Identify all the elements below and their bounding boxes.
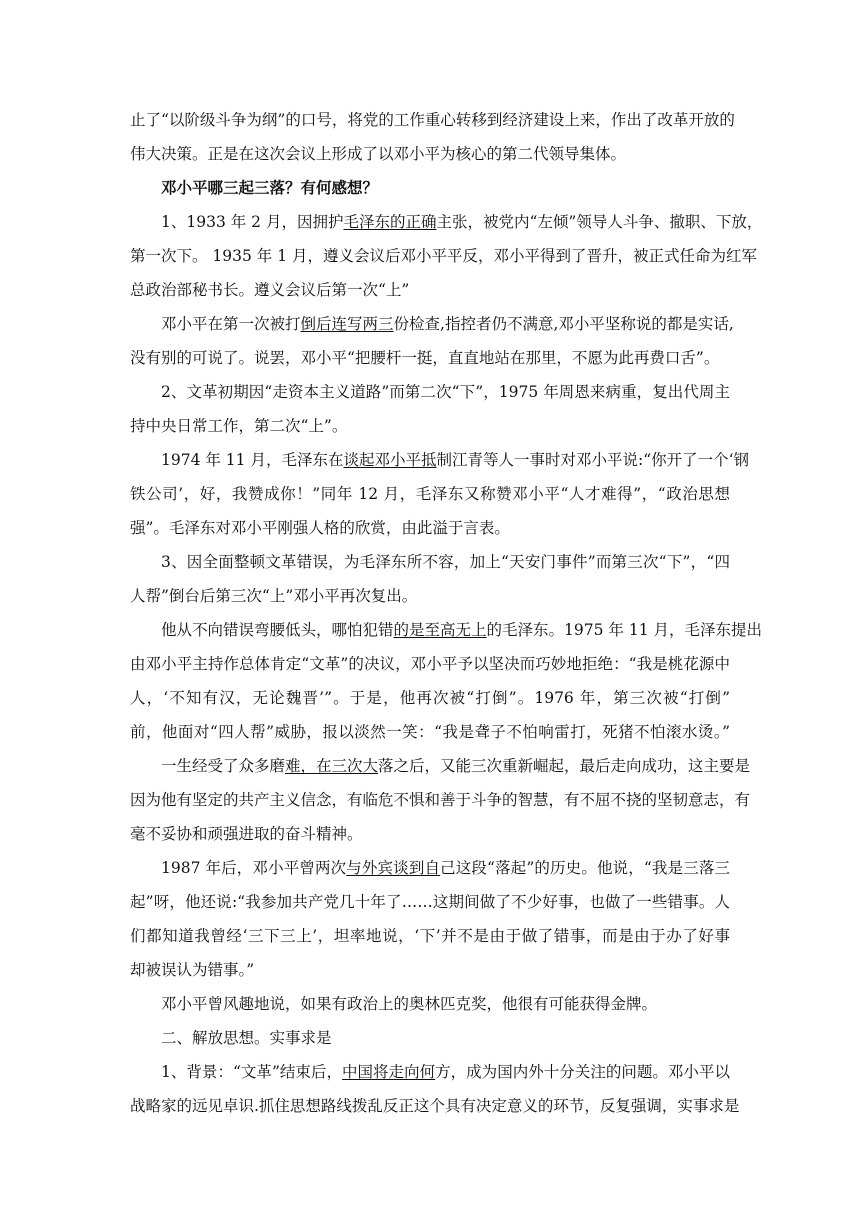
- underlined-text: 中国将走向何: [341, 1063, 436, 1081]
- paragraph-line: 他从不向错误弯腰低头，哪怕犯错的是至高无上的毛泽东。1975 年 11 月，毛泽东提出: [161, 621, 762, 639]
- paragraph-line: 3、因全面整顿文革错误，为毛泽东所不容，加上“天安门事件”而第三次“下”，“四: [161, 553, 730, 571]
- paragraph-line: 们都知道我曾经‘三下三上’，坦率地说，‘下’并不是由于做了错事，而是由于办了好事: [130, 927, 730, 945]
- paragraph-line: 起”呀，他还说:“我参加共产党几十年了……这期间做了不少好事，也做了一些错事。人: [130, 893, 730, 911]
- underlined-text: 与外宾谈到自: [346, 859, 441, 877]
- underlined-text: 倒后连写两三: [300, 315, 394, 333]
- paragraph-line: 没有别的可说了。说罢，邓小平“把腰杆一挺，直直地站在那里，不愿为此再费口舌”。: [130, 349, 720, 367]
- section-heading: 二、解放思想。实事求是: [161, 1029, 332, 1047]
- section-heading: 邓小平哪三起三落？有何感想？: [161, 178, 379, 197]
- paragraph-line: 1987 年后，邓小平曾两次与外宾谈到自己这段“落起”的历史。他说，“我是三落三: [161, 859, 730, 877]
- paragraph-line: 2、文革初期因“走资本主义道路”而第二次“下”，1975 年周恩来病重，复出代周主: [161, 383, 730, 401]
- paragraph-line: 持中央日常工作，第二次“上”。: [130, 417, 348, 435]
- underlined-text: 的是至高无上: [393, 621, 487, 639]
- paragraph-line: 却被误认为错事。”: [130, 961, 255, 979]
- paragraph-line: 毫不妥协和顽强进取的奋斗精神。: [130, 825, 363, 843]
- paragraph-line: 总政治部秘书长。遵义会议后第一次“上”: [130, 281, 410, 299]
- paragraph-line: 因为他有坚定的共产主义信念，有临危不惧和善于斗争的智慧，有不屈不挠的坚韧意志，有: [130, 791, 751, 809]
- paragraph-line: 止了“以阶级斗争为纲”的口号，将党的工作重心转移到经济建设上来，作出了改革开放的: [130, 111, 735, 129]
- paragraph-line: 由邓小平主持作总体肯定“文革”的决议，邓小平予以坚决而巧妙地拒绝：“我是桃花源中: [130, 655, 730, 673]
- paragraph-line: 伟大决策。正是在这次会议上形成了以邓小平为核心的第二代领导集体。: [130, 145, 627, 163]
- paragraph-line: 人，‘不知有汉，无论魏晋’”。于是，他再次被“打倒”。1976 年，第三次被“打倒”: [130, 689, 730, 707]
- paragraph-line: 1、背景：“文革”结束后，中国将走向何方，成为国内外十分关注的问题。邓小平以: [161, 1063, 730, 1081]
- underlined-text: 毛泽东的正确: [343, 213, 437, 231]
- paragraph-line: 一生经受了众多磨难，在三次大落之后，又能三次重新崛起，最后走向成功，这主要是: [161, 757, 751, 775]
- underlined-text: 谈起邓小平抵: [343, 451, 437, 469]
- paragraph-line: 前，他面对“四人帮”威胁，报以淡然一笑：“我是聋子不怕响雷打，死猪不怕滚水烫。”: [130, 723, 730, 741]
- paragraph-line: 战略家的远见卓识.抓住思想路线拨乱反正这个具有决定意义的环节，反复强调，实事求是: [130, 1097, 740, 1115]
- paragraph-line: 1974 年 11 月，毛泽东在谈起邓小平抵制江青等人一事时对邓小平说:“你开了一个‘钢: [161, 451, 750, 469]
- paragraph-line: 强”。毛泽东对邓小平刚强人格的欣赏，由此溢于言表。: [130, 519, 510, 537]
- underlined-text: 难，在三次大: [285, 757, 379, 775]
- paragraph-line: 铁公司’，好，我赞成你！”同年 12 月，毛泽东又称赞邓小平“人才难得”，“政治思想: [130, 485, 730, 503]
- paragraph-line: 第一次下。 1935 年 1 月，遵义会议后邓小平平反，邓小平得到了晋升，被正式任命为红军: [130, 247, 758, 265]
- paragraph-line: 邓小平曾风趣地说，如果有政治上的奥林匹克奖，他很有可能获得金牌。: [161, 995, 658, 1013]
- paragraph-line: 人帮”倒台后第三次“上”邓小平再次复出。: [130, 587, 418, 605]
- paragraph-line: 邓小平在第一次被打倒后连写两三份检查,指控者仍不满意,邓小平坚称说的都是实话,: [161, 315, 734, 333]
- paragraph-line: 1、1933 年 2 月，因拥护毛泽东的正确主张，被党内“左倾”领导人斗争、撤职、下放，: [161, 213, 763, 231]
